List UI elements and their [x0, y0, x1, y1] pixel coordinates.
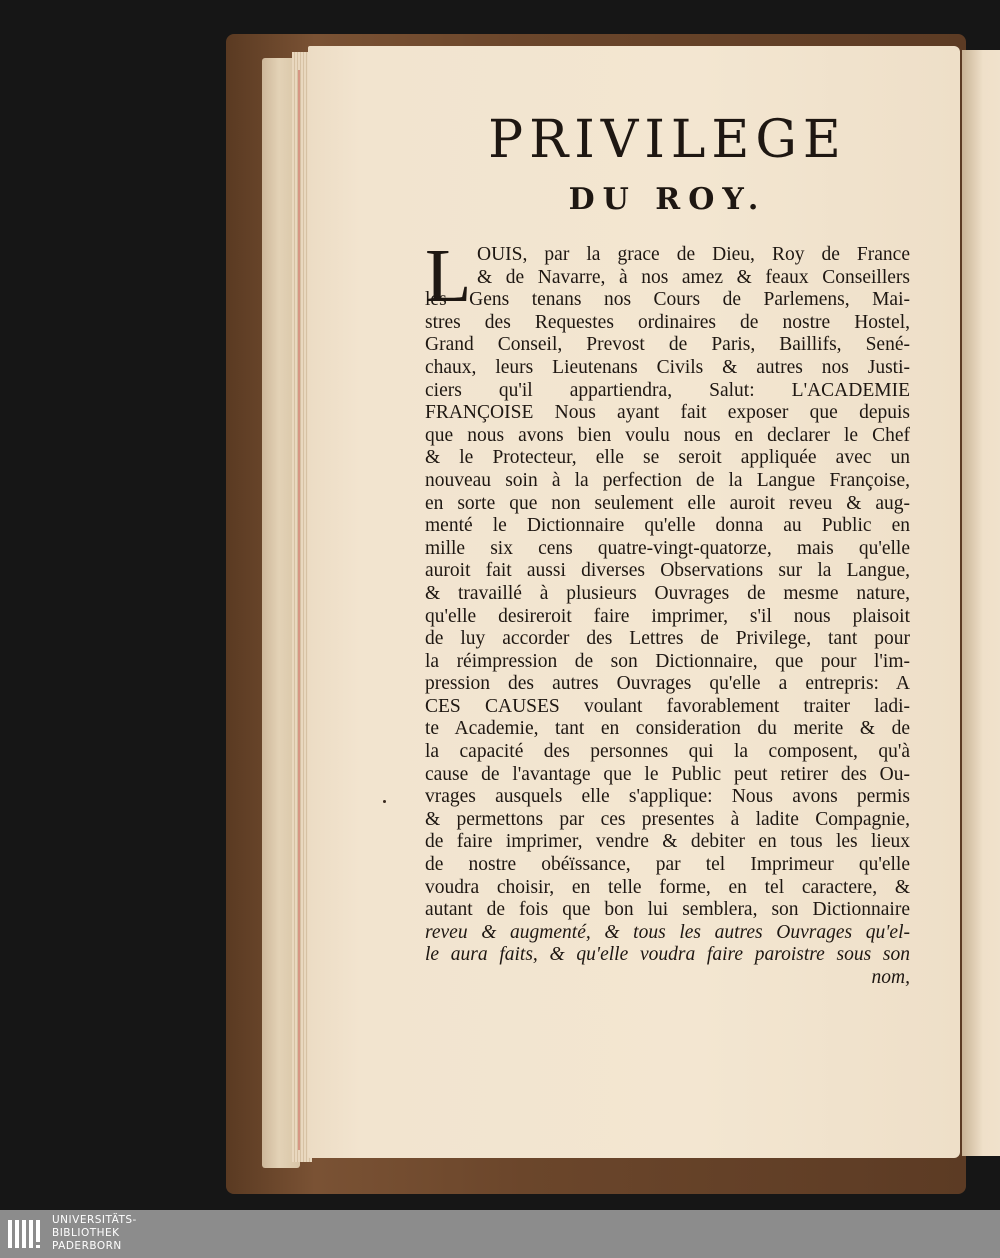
- library-name: [52, 1214, 137, 1253]
- text-line: que nous avons bien voulu nous en declarer le Chef: [425, 424, 910, 446]
- text-line: cause de l'avantage que le Public peut retirer des Ou-: [425, 763, 910, 785]
- text-line: la capacité des personnes qui la composent, qu'à: [425, 741, 910, 763]
- text-line: les Gens tenans nos Cours de Parlemens, Mai-: [425, 289, 910, 311]
- text-line: de faire imprimer, vendre & debiter en tous les lieux: [425, 831, 910, 853]
- text-line: de nostre obéïssance, par tel Imprimeur qu'elle: [425, 854, 910, 876]
- library-name-line: PADERBORN: [52, 1240, 122, 1252]
- text-line: OUIS, par la grace de Dieu, Roy de France: [477, 244, 910, 265]
- text-line: Grand Conseil, Prevost de Paris, Baillifs, Sené-: [425, 334, 910, 356]
- text-line: la réimpression de son Dictionnaire, que pour l'im-: [425, 650, 910, 672]
- ink-speck: [383, 800, 386, 803]
- text-line: vrages ausquels elle s'applique: Nous avons permis: [425, 786, 910, 808]
- text-line: & permettons par ces presentes à ladite Compagnie,: [425, 808, 910, 830]
- text-line: de luy accorder des Lettres de Privilege, tant pour: [425, 628, 910, 650]
- drop-cap: L: [425, 234, 472, 318]
- text-line: menté le Dictionnaire qu'elle donna au Public en: [425, 515, 910, 537]
- text-line: stres des Requestes ordinaires de nostre Hostel,: [425, 311, 910, 333]
- library-name-line: UNIVERSITÄTS-: [52, 1214, 137, 1226]
- text-line: chaux, leurs Lieutenans Civils & autres nos Justi-: [425, 356, 910, 378]
- text-line: ciers qu'il appartiendra, Salut: L'ACADEMIE: [425, 379, 910, 401]
- page-subtitle: DU ROY.: [568, 182, 767, 217]
- page-text-block: [425, 108, 910, 990]
- text-line: mille six cens quatre-vingt-quatorze, mais qu'elle: [425, 537, 910, 559]
- page-title: PRIVILEGE: [488, 110, 847, 170]
- text-line: voudra choisir, en telle forme, en tel caractere, &: [425, 876, 910, 898]
- text-line: reveu & augmenté, & tous les autres Ouvrages qu'el-: [425, 921, 910, 943]
- library-footer: [0, 1210, 1000, 1258]
- text-line: te Academie, tant en consideration du merite & de: [425, 718, 910, 740]
- facing-page: [962, 50, 1000, 1156]
- text-line: en sorte que non seulement elle auroit reveu & aug-: [425, 492, 910, 514]
- privilege-text: [425, 234, 910, 990]
- text-line: & de Navarre, à nos amez & feaux Conseillers: [477, 266, 910, 288]
- text-line: & travaillé à plusieurs Ouvrages de mesme nature,: [425, 582, 910, 604]
- text-line: & le Protecteur, elle se seroit appliquée avec un: [425, 447, 910, 469]
- text-line: le aura faits, & qu'elle voudra faire paroistre sous son: [425, 944, 910, 966]
- library-name-line: BIBLIOTHEK: [52, 1227, 120, 1239]
- library-logo-icon: [6, 1214, 46, 1254]
- red-page-edge: [298, 70, 300, 1150]
- text-line: nom,: [871, 967, 910, 988]
- text-line: CES CAUSES voulant favorablement traiter ladi-: [425, 695, 910, 717]
- text-line: nouveau soin à la perfection de la Langue Françoise,: [425, 469, 910, 491]
- text-line: autant de fois que bon lui semblera, son Dictionnaire: [425, 899, 910, 921]
- text-line: pression des autres Ouvrages qu'elle a entrepris: A: [425, 673, 910, 695]
- text-line: FRANÇOISE Nous ayant fait exposer que depuis: [425, 402, 910, 424]
- text-line: auroit fait aussi diverses Observations sur la Langue,: [425, 560, 910, 582]
- text-line: qu'elle desireroit faire imprimer, s'il nous plaisoit: [425, 605, 910, 627]
